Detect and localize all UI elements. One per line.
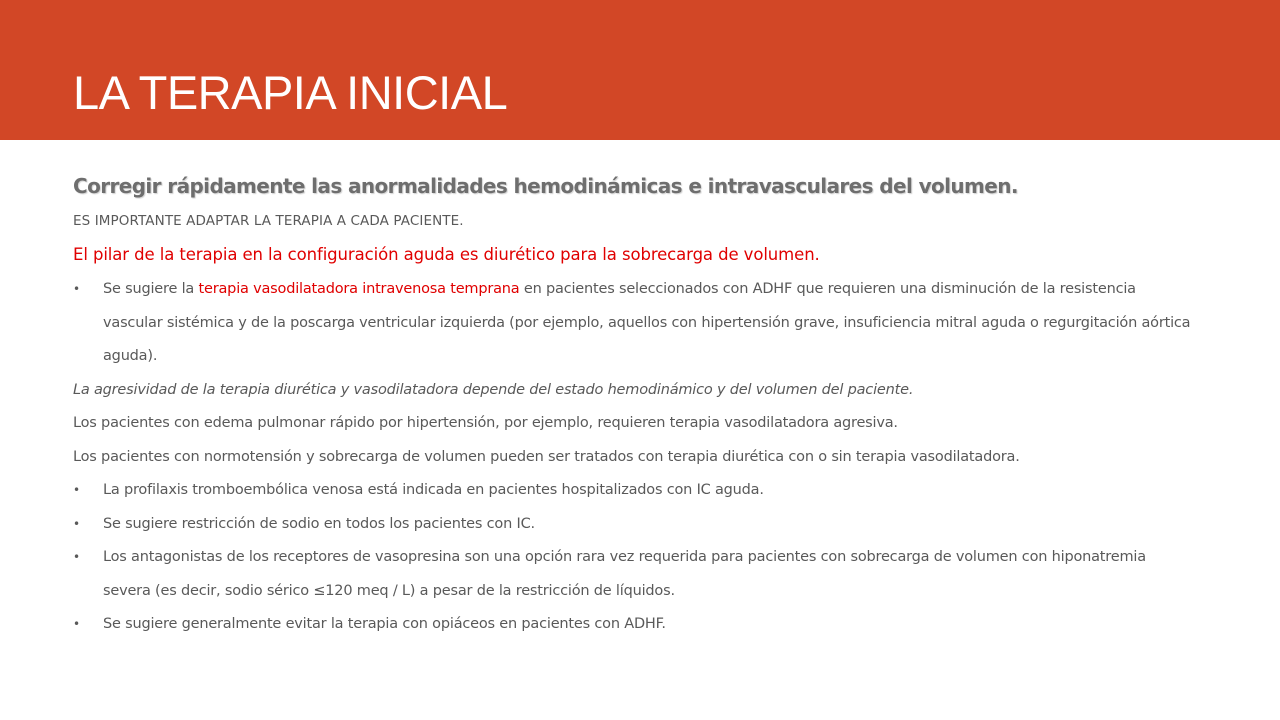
note-caps: ES IMPORTANTE ADAPTAR LA TERAPIA A CADA PACIENTE. <box>73 213 464 229</box>
italic-statement: La agresividad de la terapia diurética y vasodilatadora depende del estado hemodinámico y del volumen del paciente. <box>73 381 914 398</box>
slide-body <box>73 168 1193 642</box>
paragraph-normotension: Los pacientes con normotensión y sobrecarga de volumen pueden ser tratados con terapia diurética con o sin terapia vasodilatadora. <box>73 448 1020 465</box>
bullet-sodium <box>73 508 1193 542</box>
bullet-marker: • <box>73 282 80 296</box>
bullet-marker: • <box>73 550 80 564</box>
bullet-text: Se sugiere generalmente evitar la terapia con opiáceos en pacientes con ADHF. <box>103 616 666 632</box>
bullet-vasodilator <box>73 273 1193 374</box>
bullet-marker: • <box>73 483 80 497</box>
bullet-marker: • <box>73 617 80 631</box>
bullet-opiates <box>73 608 1193 642</box>
bullet-highlight: terapia vasodilatadora intravenosa temprana <box>198 281 520 297</box>
bullet-text: Los antagonistas de los receptores de vasopresina son una opción rara vez requerida para pacientes con sobrecarga de volumen con hiponatremia severa (es decir, sodio sérico ≤120 meq / L) a pesar de la restricción de líquidos. <box>103 549 1146 599</box>
title-banner <box>0 0 1280 140</box>
key-statement: El pilar de la terapia en la configuración aguda es diurético para la sobrecarga de volumen. <box>73 245 820 264</box>
bullet-text: Se sugiere restricción de sodio en todos los pacientes con IC. <box>103 515 535 532</box>
bullet-text-after: en pacientes seleccionados con ADHF que requieren una disminución de la resistencia vascular sistémica y de la poscarga ventricular izquierda (por ejemplo, aquellos con hipertensión grave, insuficiencia mitral aguda o regurgitación aórtica aguda). <box>103 281 1191 364</box>
bullet-text: La profilaxis tromboembólica venosa está indicada en pacientes hospitalizados con IC aguda. <box>103 482 764 498</box>
bullet-vasopressin <box>73 541 1193 608</box>
bullet-prophylaxis <box>73 474 1193 508</box>
paragraph-edema: Los pacientes con edema pulmonar rápido por hipertensión, por ejemplo, requieren terapia vasodilatadora agresiva. <box>73 415 898 431</box>
bullet-marker: • <box>73 516 80 531</box>
slide-title: LA TERAPIA INICIAL <box>73 66 508 119</box>
slide-subtitle: Corregir rápidamente las anormalidades hemodinámicas e intravasculares del volumen. <box>73 174 1018 198</box>
bullet-text-before: Se sugiere la <box>103 281 199 297</box>
